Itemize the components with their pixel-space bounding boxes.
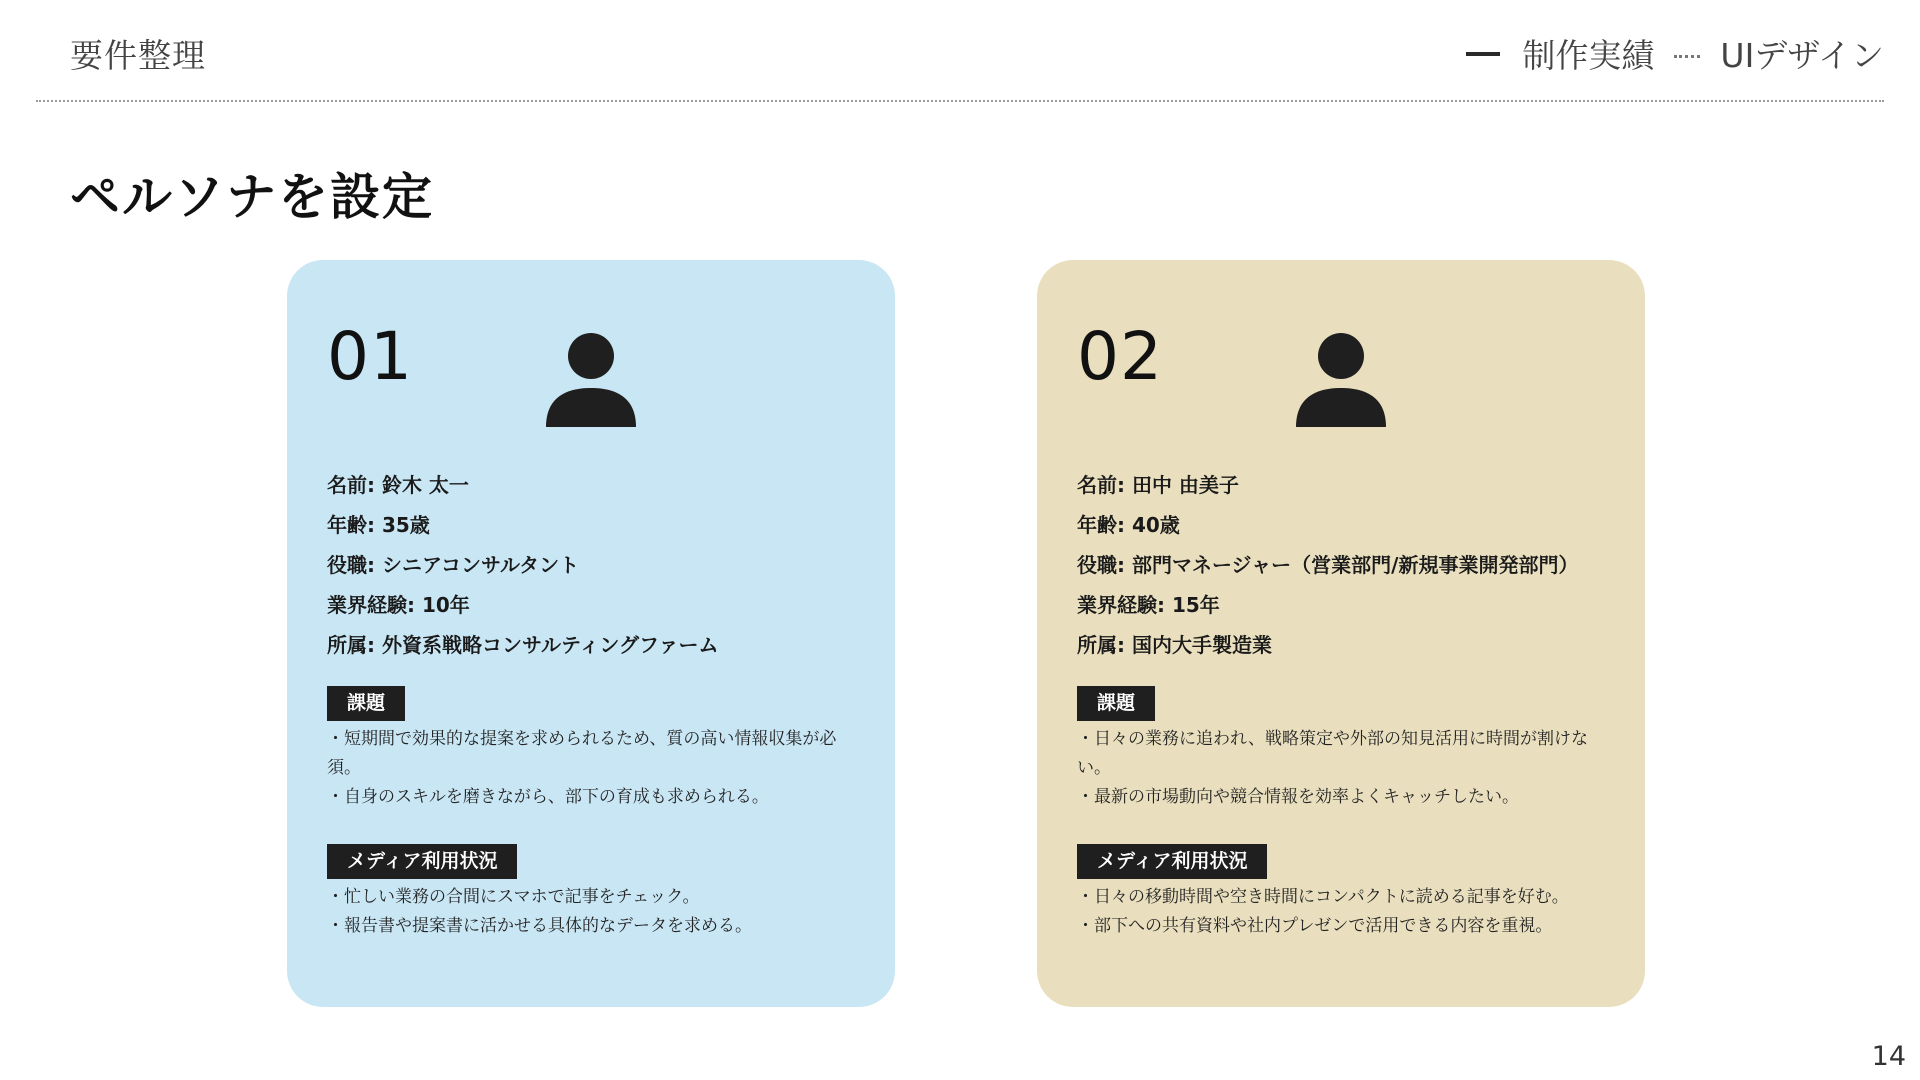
issues-section (327, 686, 857, 812)
page-title: ペルソナを設定 (70, 168, 434, 226)
media-item: ・忙しい業務の合間にスマホで記事をチェック。 (327, 887, 700, 907)
issue-item: ・日々の業務に追われ、戦略策定や外部の知見活用に時間が割けない。 (1077, 729, 1589, 778)
media-item: ・日々の移動時間や空き時間にコンパクトに読める記事を好む。 (1077, 887, 1569, 907)
issue-item: ・自身のスキルを磨きながら、部下の育成も求められる。 (327, 787, 769, 807)
issue-item: ・短期間で効果的な提案を求められるため、質の高い情報収集が必須。 (327, 729, 837, 778)
person-icon (1294, 333, 1388, 427)
persona-role: 役職: 部門マネージャー（営業部門/新規事業開発部門） (1077, 553, 1579, 577)
media-item: ・部下への共有資料や社内プレゼンで活用できる内容を重視。 (1077, 916, 1553, 936)
dash-icon (1466, 52, 1500, 56)
persona-affiliation: 所属: 国内大手製造業 (1077, 633, 1272, 657)
persona-affiliation: 所属: 外資系戦略コンサルティングファーム (327, 633, 719, 657)
media-tag: メディア利用状況 (327, 844, 517, 879)
persona-card-2 (1037, 260, 1645, 1007)
media-tag: メディア利用状況 (1077, 844, 1267, 879)
dotted-separator-icon (1674, 55, 1700, 58)
header-section-title: 制作実績 (1522, 36, 1655, 75)
issues-list (327, 725, 857, 812)
persona-name: 名前: 鈴木 太一 (327, 473, 469, 497)
persona-age: 年齢: 35歳 (327, 513, 430, 537)
media-list (1077, 883, 1607, 941)
header-divider (36, 100, 1884, 102)
persona-experience: 業界経験: 15年 (1077, 593, 1220, 617)
header-breadcrumb (1466, 30, 1884, 77)
persona-card-1 (287, 260, 895, 1007)
persona-profile (1077, 465, 1615, 665)
persona-number: 01 (327, 318, 413, 395)
persona-number: 02 (1077, 318, 1163, 395)
issues-tag: 課題 (327, 686, 405, 721)
media-item: ・報告書や提案書に活かせる具体的なデータを求める。 (327, 916, 752, 936)
page-number: 14 (1871, 1041, 1906, 1072)
persona-role: 役職: シニアコンサルタント (327, 553, 580, 577)
persona-name: 名前: 田中 由美子 (1077, 473, 1239, 497)
issues-list (1077, 725, 1607, 812)
media-section (1077, 844, 1607, 941)
persona-experience: 業界経験: 10年 (327, 593, 470, 617)
issues-section (1077, 686, 1607, 812)
person-icon (544, 333, 638, 427)
persona-profile (327, 465, 865, 665)
header-section-label: 要件整理 (70, 36, 206, 75)
media-list (327, 883, 857, 941)
media-section (327, 844, 857, 941)
header-subsection-title: UIデザイン (1720, 36, 1884, 75)
issue-item: ・最新の市場動向や競合情報を効率よくキャッチしたい。 (1077, 787, 1519, 807)
persona-age: 年齢: 40歳 (1077, 513, 1180, 537)
issues-tag: 課題 (1077, 686, 1155, 721)
